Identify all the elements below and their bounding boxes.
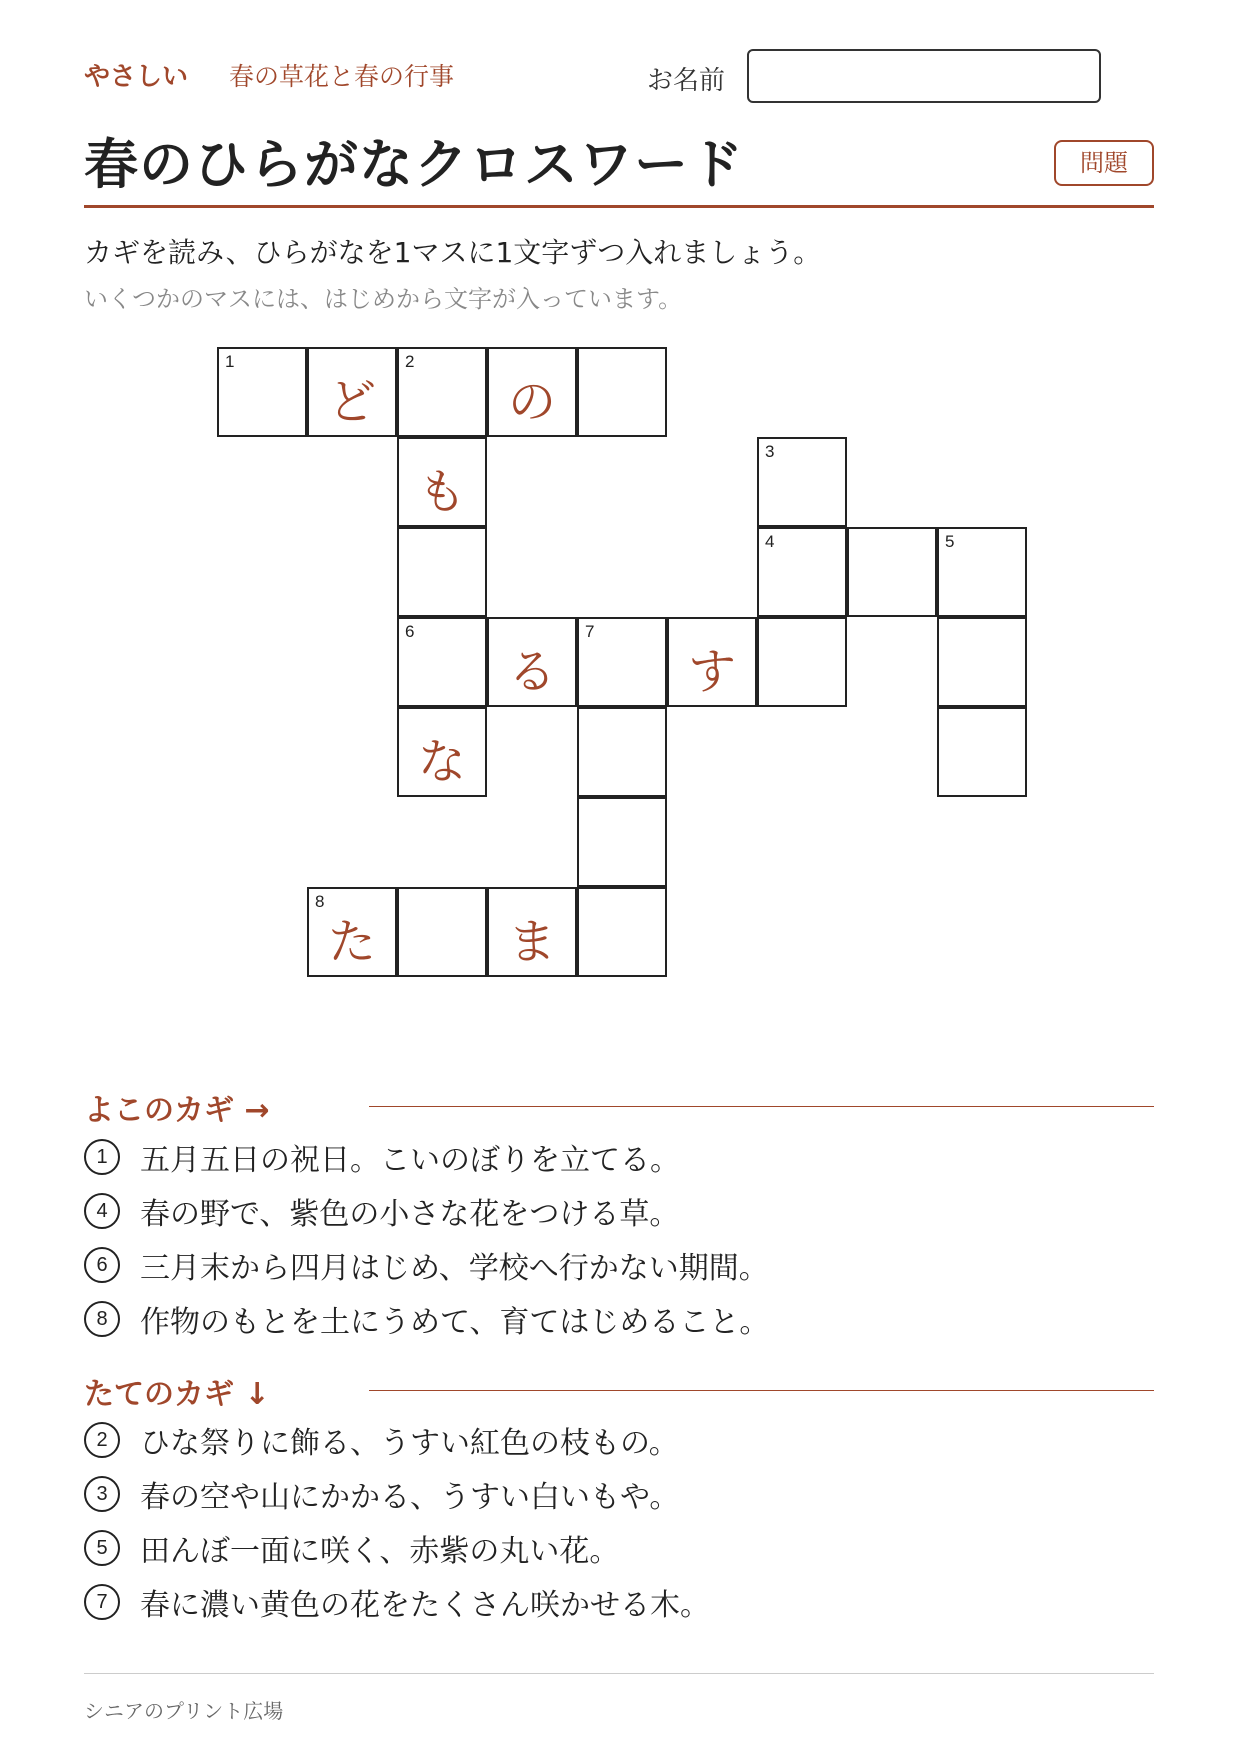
clue-number: 1 xyxy=(84,1139,120,1175)
grid-cell[interactable] xyxy=(577,707,667,797)
page-title: 春のひらがなクロスワード xyxy=(84,133,744,196)
prefilled-character: の xyxy=(507,374,556,430)
cell-number: 8 xyxy=(315,892,325,911)
clue-number: 2 xyxy=(84,1422,120,1458)
clue-number: 8 xyxy=(84,1301,120,1337)
clue-text: 三月末から四月はじめ、学校へ行かない期間。 xyxy=(140,1251,769,1286)
clue-text: 五月五日の祝日。こいのぼりを立てる。 xyxy=(140,1143,680,1178)
down-clue xyxy=(84,1418,679,1462)
clue-text: 春の空や山にかかる、うすい白いもや。 xyxy=(140,1480,680,1515)
prefilled-character: た xyxy=(327,914,376,970)
cell-number: 7 xyxy=(585,622,595,641)
down-heading-rule xyxy=(369,1390,1154,1391)
cell-number: 6 xyxy=(405,622,415,641)
grid-cell[interactable] xyxy=(757,617,847,707)
instruction-sub: いくつかのマスには、はじめから文字が入っています。 xyxy=(84,285,683,313)
prefilled-character: も xyxy=(417,464,466,520)
clue-text: 田んぼ一面に咲く、赤紫の丸い花。 xyxy=(140,1534,620,1569)
grid-cell[interactable] xyxy=(397,707,487,797)
down-clue xyxy=(84,1472,679,1516)
grid-cell[interactable] xyxy=(937,527,1027,617)
clue-text: 春の野で、紫色の小さな花をつける草。 xyxy=(140,1197,680,1232)
clue-number: 6 xyxy=(84,1247,120,1283)
cell-number: 3 xyxy=(765,442,775,461)
grid-cell[interactable] xyxy=(397,347,487,437)
prefilled-character: る xyxy=(507,644,556,700)
grid-cell[interactable] xyxy=(487,617,577,707)
grid-cell[interactable] xyxy=(397,527,487,617)
clue-number: 5 xyxy=(84,1530,120,1566)
across-clue xyxy=(84,1135,680,1179)
cell-number: 5 xyxy=(945,532,955,551)
problem-badge: 問題 xyxy=(1054,140,1154,186)
across-clue xyxy=(84,1243,769,1287)
clue-text: ひな祭りに飾る、うすい紅色の枝もの。 xyxy=(140,1426,679,1461)
down-clue xyxy=(84,1526,619,1570)
cell-number: 1 xyxy=(225,352,235,371)
grid-cell[interactable] xyxy=(577,617,667,707)
grid-cell[interactable] xyxy=(937,707,1027,797)
clue-number: 4 xyxy=(84,1193,120,1229)
grid-cell[interactable] xyxy=(847,527,937,617)
grid-cell[interactable] xyxy=(217,347,307,437)
clue-text: 作物のもとを土にうめて、育てはじめること。 xyxy=(140,1305,770,1340)
prefilled-character: な xyxy=(417,734,466,790)
footer-divider xyxy=(84,1673,1154,1674)
prefilled-character: ど xyxy=(327,374,376,430)
grid-cell[interactable] xyxy=(397,617,487,707)
grid-cell[interactable] xyxy=(577,887,667,977)
worksheet-subtitle: 春の草花と春の行事 xyxy=(229,62,455,91)
across-clue xyxy=(84,1297,769,1341)
grid-cell[interactable] xyxy=(487,347,577,437)
grid-cell[interactable] xyxy=(307,347,397,437)
prefilled-character: す xyxy=(687,644,736,700)
across-heading: よこのカギ → xyxy=(84,1093,270,1128)
down-clue xyxy=(84,1580,710,1624)
grid-cell[interactable] xyxy=(577,347,667,437)
clue-number: 3 xyxy=(84,1476,120,1512)
cell-number: 4 xyxy=(765,532,775,551)
down-heading: たてのカギ ↓ xyxy=(84,1377,270,1412)
grid-cell[interactable] xyxy=(757,437,847,527)
name-label: お名前 xyxy=(647,66,726,96)
prefilled-character: ま xyxy=(507,914,556,970)
grid-cell[interactable] xyxy=(757,527,847,617)
grid-cell[interactable] xyxy=(487,887,577,977)
across-heading-rule xyxy=(369,1106,1154,1107)
grid-cell[interactable] xyxy=(667,617,757,707)
grid-cell[interactable] xyxy=(937,617,1027,707)
cell-number: 2 xyxy=(405,352,415,371)
across-clue xyxy=(84,1189,679,1233)
grid-cell[interactable] xyxy=(577,797,667,887)
level-label: やさしい xyxy=(84,62,189,92)
instruction-main: カギを読み、ひらがなを1マスに1文字ずつ入れましょう。 xyxy=(84,236,822,269)
grid-cell[interactable] xyxy=(307,887,397,977)
grid-cell[interactable] xyxy=(397,887,487,977)
clue-number: 7 xyxy=(84,1584,120,1620)
footer-text: シニアのプリント広場 xyxy=(84,1699,284,1723)
clue-text: 春に濃い黄色の花をたくさん咲かせる木。 xyxy=(140,1588,710,1623)
grid-cell[interactable] xyxy=(397,437,487,527)
